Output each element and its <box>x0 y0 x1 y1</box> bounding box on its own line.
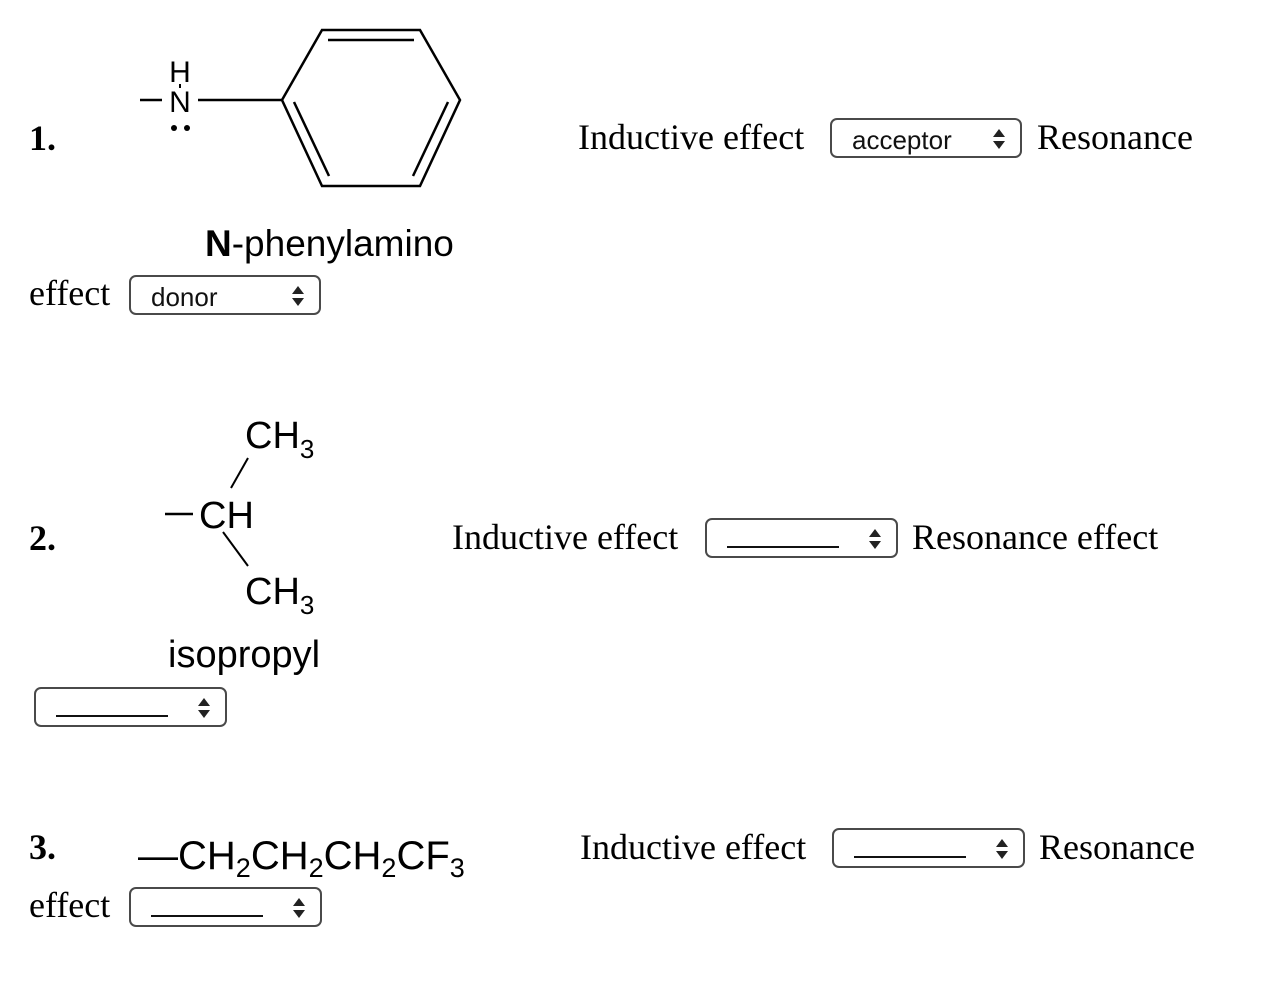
inductive-effect-label-2: Inductive effect <box>452 517 679 557</box>
inductive-effect-select-3[interactable] <box>832 828 1025 868</box>
selected-value: acceptor <box>852 125 952 155</box>
group-name-rest: -phenylamino <box>231 223 454 264</box>
group-name-isopropyl: isopropyl <box>168 634 321 676</box>
inductive-effect-label-1: Inductive effect <box>578 117 805 157</box>
resonance-effect-label-3b: effect <box>29 885 111 925</box>
nitrogen-atom-label: N <box>169 86 191 119</box>
formula-subscript: 3 <box>449 853 465 883</box>
methyl-top-subscript: 3 <box>299 434 315 464</box>
hydrogen-atom-label: H <box>169 56 191 89</box>
formula-part: CF <box>396 834 450 878</box>
resonance-effect-select-1[interactable] <box>129 275 321 315</box>
problem-3-number: 3. <box>29 827 56 867</box>
formula-part: CH <box>178 834 236 878</box>
attachment-bond: — <box>138 834 178 878</box>
inductive-effect-label-3: Inductive effect <box>580 827 807 867</box>
resonance-effect-select-2[interactable] <box>34 687 227 727</box>
select-arrows-icon <box>292 897 306 919</box>
select-arrows-icon <box>291 285 305 307</box>
blank-placeholder-line <box>854 856 966 858</box>
resonance-effect-label-1b: effect <box>29 273 111 313</box>
group-name-n-phenylamino <box>205 225 454 262</box>
isopropyl-structure <box>155 410 355 620</box>
select-arrows-icon <box>868 528 882 550</box>
methyl-bottom-label <box>245 571 314 620</box>
inductive-effect-select-2[interactable] <box>705 518 898 558</box>
formula-subscript: 2 <box>308 853 324 883</box>
lone-pair-dot <box>184 125 190 131</box>
group-name-prefix: N <box>205 223 232 264</box>
formula-part: CH <box>250 834 309 878</box>
blank-placeholder-line <box>151 915 263 917</box>
blank-placeholder-line <box>56 715 168 717</box>
n-phenylamino-structure <box>130 20 470 200</box>
lone-pair-dot <box>171 125 177 131</box>
formula-subscript: 2 <box>381 853 397 883</box>
formula-trifluorobutyl <box>138 836 465 882</box>
bond-bottom <box>223 532 248 566</box>
resonance-effect-label-3a: Resonance <box>1039 827 1195 867</box>
select-arrows-icon <box>992 128 1006 150</box>
formula-part: CH <box>323 834 382 878</box>
bond-top <box>231 458 248 488</box>
methyl-bottom-ch: CH <box>245 571 300 613</box>
formula-subscript: 2 <box>235 853 251 883</box>
select-arrows-icon <box>197 697 211 719</box>
inductive-effect-select-1[interactable] <box>830 118 1022 158</box>
resonance-effect-label-2: Resonance effect <box>912 517 1159 557</box>
resonance-effect-select-3[interactable] <box>129 887 322 927</box>
resonance-effect-label-1a: Resonance <box>1037 117 1193 157</box>
select-arrows-icon <box>995 838 1009 860</box>
problem-2-number: 2. <box>29 518 56 558</box>
benzene-ring <box>282 30 460 186</box>
blank-placeholder-line <box>727 546 839 548</box>
methyl-top-label <box>245 415 314 464</box>
methyl-bottom-subscript: 3 <box>299 590 315 620</box>
methyl-top-ch: CH <box>245 415 300 457</box>
selected-value: donor <box>151 282 218 312</box>
problem-1-number: 1. <box>29 118 56 158</box>
methine-label: CH <box>199 495 254 537</box>
